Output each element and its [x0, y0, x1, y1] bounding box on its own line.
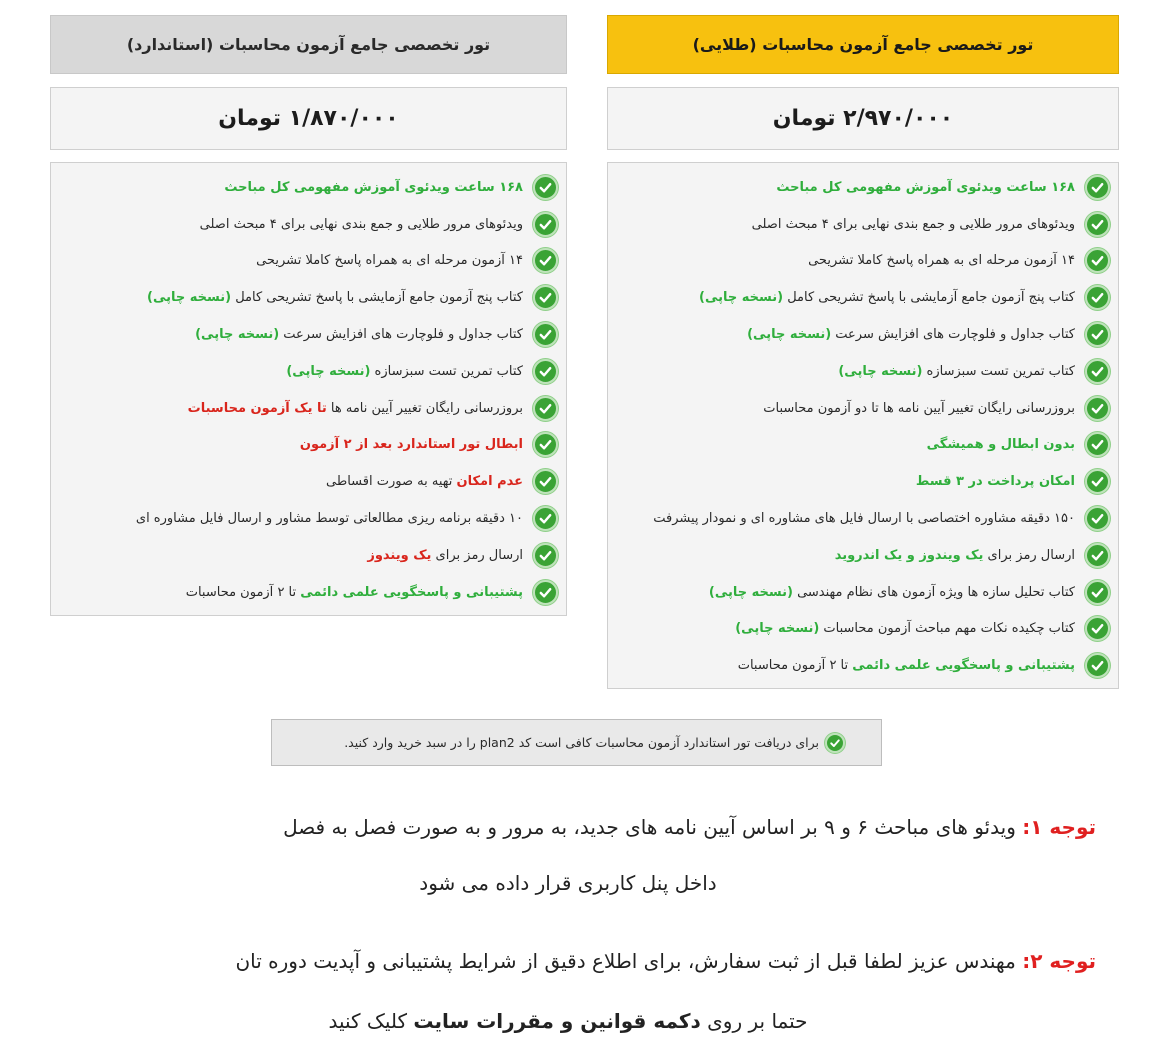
feature-segment: (نسخه چاپی) [838, 363, 923, 379]
feature-segment: تهیه به صورت اقساطی [326, 474, 457, 490]
check-icon [1085, 469, 1110, 494]
check-icon [533, 359, 558, 384]
check-icon [825, 733, 845, 753]
feature-item [59, 500, 558, 537]
feature-text [147, 290, 523, 305]
check-icon [533, 396, 558, 421]
check-icon [1085, 175, 1110, 200]
feature-segment: ۱۴ آزمون مرحله ای به همراه پاسخ کاملا تشریحی [256, 253, 523, 269]
feature-item [59, 206, 558, 243]
note-2-text: مهندس عزیز لطفا قبل از ثبت سفارش، برای اطلاع دقیق از شرایط پشتیبانی و آپدیت دوره تان [235, 949, 1023, 973]
feature-segment: بروزرسانی رایگان تغییر آیین نامه ها [326, 400, 523, 416]
feature-text [776, 180, 1075, 195]
feature-segment: تا یک آزمون محاسبات [187, 400, 327, 416]
feature-item [59, 537, 558, 574]
feature-item [59, 279, 558, 316]
feature-segment: عدم امکان [456, 474, 523, 490]
gold-feature-list [607, 162, 1119, 689]
feature-segment: (نسخه چاپی) [147, 290, 232, 306]
check-icon [533, 580, 558, 605]
note-2-line-2-c: کلیک کنید [328, 1009, 414, 1033]
feature-text [195, 327, 523, 342]
feature-segment: کتاب چکیده نکات مهم مباحث آزمون محاسبات [819, 621, 1075, 637]
check-icon [1085, 580, 1110, 605]
feature-item [59, 390, 558, 427]
feature-segment: (نسخه چاپی) [699, 290, 784, 306]
feature-text [224, 180, 523, 195]
feature-item [616, 427, 1110, 464]
check-icon [1085, 653, 1110, 678]
feature-item [59, 427, 558, 464]
feature-segment: ۱۵۰ دقیقه مشاوره اختصاصی با ارسال فایل های مشاوره ای و نمودار پیشرفت [653, 511, 1075, 527]
note-1-label: توجه ۱: [1022, 815, 1096, 839]
feature-segment: کتاب تمرین تست سبزسازه [922, 363, 1075, 379]
feature-text [653, 511, 1075, 526]
feature-segment: بدون ابطال و همیشگی [926, 437, 1075, 453]
feature-segment: بروزرسانی رایگان تغییر آیین نامه ها تا دو آزمون محاسبات [763, 400, 1075, 416]
feature-item [616, 390, 1110, 427]
check-icon [533, 506, 558, 531]
check-icon [533, 322, 558, 347]
feature-item [616, 316, 1110, 353]
standard-plan-card [50, 15, 567, 616]
check-icon [1085, 396, 1110, 421]
feature-text [927, 437, 1075, 452]
gold-plan-title: تور تخصصی جامع آزمون محاسبات (طلایی) [607, 15, 1119, 74]
check-icon [1085, 359, 1110, 384]
feature-text [752, 217, 1075, 232]
note-1 [40, 806, 1096, 904]
check-icon [1085, 212, 1110, 237]
feature-segment: (نسخه چاپی) [747, 327, 832, 343]
feature-item [616, 647, 1110, 684]
check-icon [1085, 616, 1110, 641]
feature-segment: امکان پرداخت در ۳ قسط [915, 474, 1075, 490]
feature-segment: کتاب پنج آزمون جامع آزمایشی با پاسخ تشریحی کامل [783, 290, 1075, 306]
feature-text [200, 217, 523, 232]
feature-segment: ارسال رمز برای [431, 547, 523, 563]
feature-item [59, 574, 558, 611]
feature-text [300, 437, 523, 452]
feature-segment: (نسخه چاپی) [286, 363, 371, 379]
gold-plan-price: ۲/۹۷۰/۰۰۰ تومان [607, 87, 1119, 150]
feature-text [367, 548, 523, 563]
feature-segment: ابطال تور استاندارد بعد از ۲ آزمون [299, 437, 523, 453]
note-1-line-2: داخل پنل کاربری قرار داده می شود [419, 871, 717, 895]
check-icon [533, 285, 558, 310]
discount-code-text: برای دریافت تور استاندارد آزمون محاسبات کافی است کد plan2 را در سبد خرید وارد کنید. [344, 735, 819, 750]
feature-text [136, 511, 523, 526]
feature-segment: ویدئوهای مرور طلایی و جمع بندی نهایی برای ۴ مبحث اصلی [199, 216, 523, 232]
check-icon [533, 212, 558, 237]
feature-item [59, 169, 558, 206]
feature-text [326, 474, 523, 489]
feature-segment: تا ۲ آزمون محاسبات [737, 658, 853, 674]
feature-segment: (نسخه چاپی) [708, 584, 793, 600]
feature-item [59, 316, 558, 353]
feature-item [616, 463, 1110, 500]
feature-item [616, 500, 1110, 537]
check-icon [533, 543, 558, 568]
feature-text [188, 401, 523, 416]
feature-segment: (نسخه چاپی) [735, 621, 820, 637]
feature-segment: ۱۴ آزمون مرحله ای به همراه پاسخ کاملا تشریحی [808, 253, 1075, 269]
feature-item [616, 353, 1110, 390]
feature-segment: پشتیبانی و پاسخگویی علمی دائمی [300, 584, 523, 600]
check-icon [1085, 322, 1110, 347]
feature-item [59, 243, 558, 280]
check-icon [533, 469, 558, 494]
feature-segment: ۱۶۸ ساعت ویدئوی آموزش مفهومی کل مباحث [224, 179, 523, 195]
feature-item [616, 279, 1110, 316]
feature-segment: یک ویندوز [367, 547, 432, 563]
note-2 [40, 940, 1096, 1042]
feature-text [763, 401, 1075, 416]
feature-segment: تا ۲ آزمون محاسبات [185, 584, 301, 600]
check-icon [1085, 248, 1110, 273]
check-icon [533, 248, 558, 273]
feature-text [835, 548, 1075, 563]
feature-segment: یک ویندوز و یک اندروید [834, 547, 984, 563]
standard-plan-price: ۱/۸۷۰/۰۰۰ تومان [50, 87, 567, 150]
note-1-text: ویدئو های مباحث ۶ و ۹ بر اساس آیین نامه های جدید، به مرور و به صورت فصل به فصل [283, 815, 1023, 839]
feature-text [735, 621, 1075, 636]
check-icon [1085, 543, 1110, 568]
feature-text [256, 253, 523, 268]
feature-segment: کتاب تحلیل سازه ها ویژه آزمون های نظام مهندسی [792, 584, 1075, 600]
feature-item [616, 243, 1110, 280]
feature-text [699, 290, 1075, 305]
gold-plan-card [607, 15, 1119, 689]
check-icon [1085, 506, 1110, 531]
check-icon [533, 175, 558, 200]
feature-text [838, 364, 1075, 379]
check-icon [1085, 285, 1110, 310]
feature-item [616, 537, 1110, 574]
feature-text [286, 364, 523, 379]
check-icon [1085, 432, 1110, 457]
feature-segment: کتاب جداول و فلوچارت های افزایش سرعت [279, 327, 523, 343]
feature-text [808, 253, 1075, 268]
feature-text [747, 327, 1075, 342]
feature-item [59, 463, 558, 500]
discount-code-note [271, 719, 882, 766]
standard-feature-list [50, 162, 567, 616]
feature-text [738, 658, 1075, 673]
feature-text [709, 585, 1075, 600]
standard-plan-title: تور تخصصی جامع آزمون محاسبات (استاندارد) [50, 15, 567, 74]
feature-text [186, 585, 523, 600]
feature-segment: (نسخه چاپی) [195, 327, 280, 343]
feature-item [59, 353, 558, 390]
feature-item [616, 574, 1110, 611]
feature-segment: ویدئوهای مرور طلایی و جمع بندی نهایی برای ۴ مبحث اصلی [751, 216, 1075, 232]
rules-button-text: دکمه قوانین و مقررات سایت [413, 1009, 701, 1033]
feature-item [616, 206, 1110, 243]
note-2-label: توجه ۲: [1022, 949, 1096, 973]
feature-item [616, 169, 1110, 206]
feature-item [616, 611, 1110, 648]
feature-segment: پشتیبانی و پاسخگویی علمی دائمی [852, 658, 1075, 674]
check-icon [533, 432, 558, 457]
note-2-line-2-a: حتما بر روی [700, 1009, 808, 1033]
feature-segment: کتاب تمرین تست سبزسازه [370, 363, 523, 379]
feature-segment: ۱۶۸ ساعت ویدئوی آموزش مفهومی کل مباحث [776, 179, 1075, 195]
feature-segment: ارسال رمز برای [983, 547, 1075, 563]
feature-segment: ۱۰ دقیقه برنامه ریزی مطالعاتی توسط مشاور و ارسال فایل مشاوره ای [135, 511, 523, 527]
feature-segment: کتاب پنج آزمون جامع آزمایشی با پاسخ تشریحی کامل [231, 290, 523, 306]
feature-segment: کتاب جداول و فلوچارت های افزایش سرعت [831, 327, 1075, 343]
feature-text [916, 474, 1075, 489]
